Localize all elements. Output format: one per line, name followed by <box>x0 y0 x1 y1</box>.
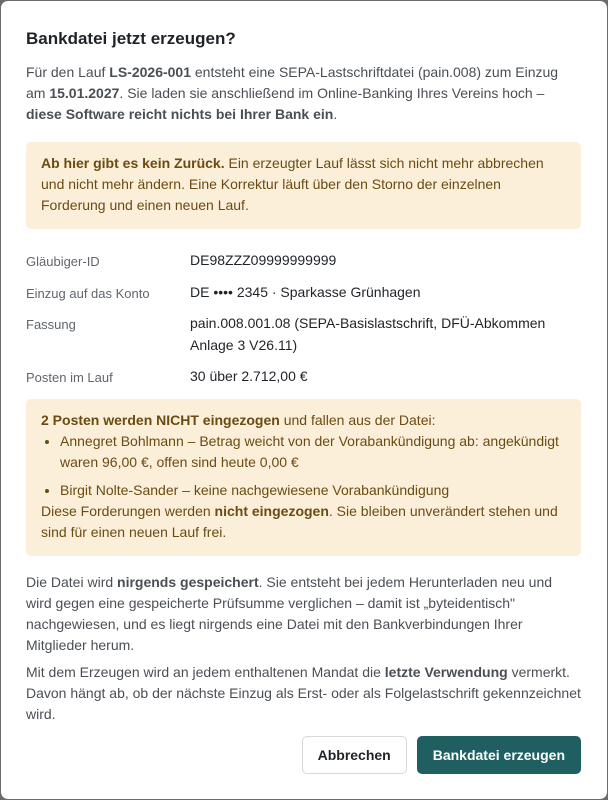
detail-row-format-version <box>26 312 581 365</box>
detail-row-account <box>26 281 581 312</box>
note-bold: letzte Verwendung <box>384 664 508 680</box>
excluded-footer-bold: nicht eingezogen <box>214 503 329 519</box>
excluded-footer-text: Diese Forderungen werden <box>41 503 215 519</box>
note-text: Die Datei wird <box>26 574 118 590</box>
detail-value: 30 über 2.712,00 € <box>190 368 308 384</box>
excluded-heading <box>41 410 566 431</box>
detail-value: DE98ZZZ09999999999 <box>190 252 337 268</box>
detail-label: Fassung <box>26 317 76 332</box>
detail-row-item-count <box>26 365 581 395</box>
detail-label: Gläubiger-ID <box>26 254 100 269</box>
excluded-items-notice <box>26 399 581 556</box>
confirm-dialog <box>1 1 607 799</box>
note-text: Mit dem Erzeugen wird an jedem enthaltenen Mandat die <box>26 664 385 680</box>
detail-label: Posten im Lauf <box>26 370 113 385</box>
irreversible-warning <box>26 142 581 229</box>
detail-value: pain.008.001.08 (SEPA-Basislastschrift, DFÜ-Abkommen Anlage 3 V26.11) <box>190 315 546 353</box>
dialog-title: Bankdatei jetzt erzeugen? <box>26 29 236 48</box>
dialog-intro <box>26 62 581 125</box>
dialog-actions <box>302 736 581 774</box>
excluded-list <box>41 431 566 501</box>
cancel-button[interactable]: Abbrechen <box>302 736 407 774</box>
detail-label: Einzug auf das Konto <box>26 286 150 301</box>
warning-text: Ein erzeugter Lauf lässt sich nicht mehr abbrechen und nicht mehr ändern. Eine Korrektur läuft über den Storno der einzelnen Forderung und einen neuen Lauf. <box>41 155 544 213</box>
warning-heading: Ab hier gibt es kein Zurück. <box>41 155 225 171</box>
excluded-footer <box>41 501 566 543</box>
mandate-note <box>26 662 581 725</box>
excluded-footer-text: . Sie bleiben unverändert stehen und sind für einen neuen Lauf frei. <box>41 503 558 540</box>
intro-text: entsteht eine SEPA-Lastschriftdatei (pain.008) zum Einzug am <box>26 64 559 101</box>
generate-bank-file-button[interactable]: Bankdatei erzeugen <box>417 736 581 774</box>
storage-note <box>26 572 581 656</box>
note-text: vermerkt. Davon hängt ab, ob der nächste Einzug als Erst- oder als Folgelastschrift gekennzeichnet wird. <box>26 664 581 722</box>
detail-value: DE •••• 2345 · Sparkasse Grünhagen <box>190 284 421 300</box>
excluded-heading-text: und fallen aus der Datei: <box>279 412 436 428</box>
list-item: • Annegret Bohlmann – Betrag weicht von der Vorabankündigung ab: angekündigt waren 96,00 €, offen sind heute 0,00 € <box>60 431 566 473</box>
note-bold: nirgends gespeichert <box>117 574 259 590</box>
no-bank-submission-note: diese Software reicht nichts bei Ihrer Bank ein <box>26 106 334 122</box>
collection-date: 15.01.2027 <box>49 85 120 101</box>
intro-text: Für den Lauf <box>26 64 110 80</box>
intro-text: . Sie laden sie anschließend im Online-Banking Ihres Vereins hoch – <box>119 85 545 101</box>
detail-row-creditor-id <box>26 249 581 281</box>
excluded-heading-bold: 2 Posten werden NICHT eingezogen <box>41 412 280 428</box>
run-id: LS-2026-001 <box>109 64 191 80</box>
run-details <box>26 249 581 395</box>
intro-text: . <box>333 106 338 122</box>
list-item: • Birgit Nolte-Sander – keine nachgewiesene Vorabankündigung <box>60 480 566 501</box>
note-text: . Sie entsteht bei jedem Herunterladen neu und wird gegen eine gespeicherte Prüfsumme verglichen – damit ist „byteidentisch" nachgewiesen, und es liegt nirgends eine Datei mit den Bankverbindungen Ihrer Mitglieder herum. <box>26 574 553 653</box>
